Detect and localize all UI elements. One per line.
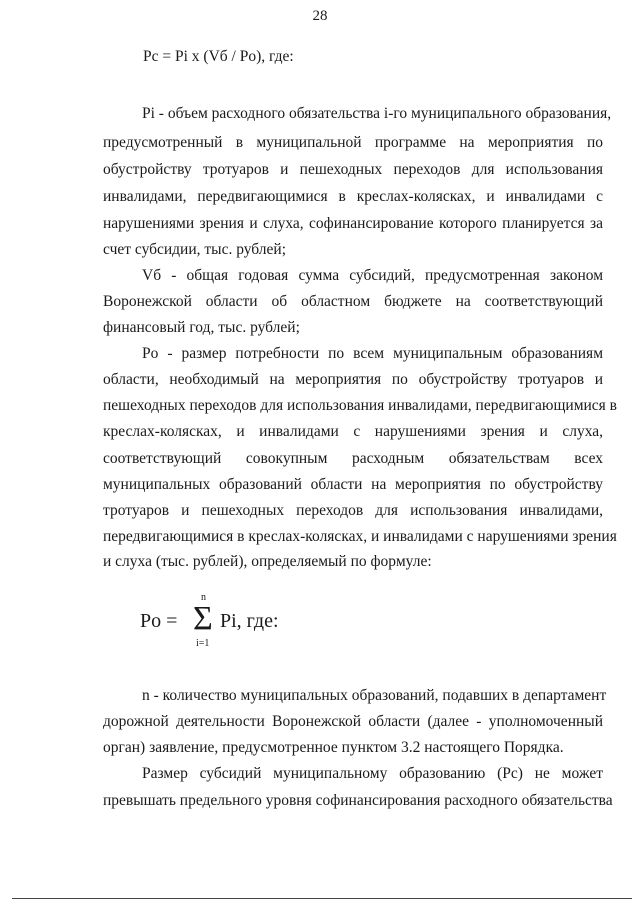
formula-lhs: Pо = xyxy=(140,610,178,632)
sum-upper-limit: n xyxy=(201,592,206,603)
summation-formula xyxy=(140,592,340,658)
footer-rule xyxy=(12,898,632,899)
formula-rhs: Pi, где: xyxy=(220,610,279,632)
sum-lower-limit: i=1 xyxy=(196,638,210,649)
paragraph-line: и слуха (тыс. рублей), определяемый по формуле: xyxy=(103,553,432,570)
paragraph-line: пешеходных переходов для использования инвалидами, передвигающимися в xyxy=(103,397,617,414)
paragraph-line: соответствующий совокупным расходным обязательствам всех xyxy=(103,450,603,467)
paragraph-line: Vб - общая годовая сумма субсидий, предусмотренная законом xyxy=(142,267,603,284)
paragraph-line: инвалидами, передвигающимися в креслах-колясках, и инвалидами с xyxy=(103,188,603,205)
page-number: 28 xyxy=(312,8,328,24)
paragraph-line: финансовый год, тыс. рублей; xyxy=(103,319,300,336)
paragraph-line: области, необходимый на мероприятия по обустройству тротуаров и xyxy=(103,371,603,388)
paragraph-line: креслах-колясках, и инвалидами с нарушениями зрения и слуха, xyxy=(103,423,603,440)
paragraph-line: счет субсидии, тыс. рублей; xyxy=(103,241,287,258)
paragraph-line: нарушениями зрения и слуха, софинансирование которого планируется за xyxy=(103,215,603,232)
paragraph-line: превышать предельного уровня софинансирования расходного обязательства xyxy=(103,792,613,809)
sigma-icon: Σ xyxy=(193,600,213,637)
paragraph-line: Воронежской области об областном бюджете на соответствующий xyxy=(103,293,603,310)
paragraph-line: передвигающимися в креслах-колясках, и инвалидами с нарушениями зрения xyxy=(103,528,617,545)
paragraph-line: муниципальных образований области на мероприятия по обустройству xyxy=(103,476,603,493)
paragraph-line: n - количество муниципальных образований, подавших в департамент xyxy=(142,687,607,704)
paragraph-line: Размер субсидий муниципальному образованию (Pс) не может xyxy=(142,765,603,782)
paragraph-line: Pо - размер потребности по всем муниципальным образованиям xyxy=(142,345,603,362)
paragraph-line: предусмотренный в муниципальной программе на мероприятия по xyxy=(103,134,603,151)
paragraph-line: дорожной деятельности Воронежской области (далее - уполномоченный xyxy=(103,713,603,730)
formula-pc: Pc = Pi х (Vб / Pо), где: xyxy=(143,48,294,65)
paragraph-line: Pi - объем расходного обязательства i-го муниципального образования, xyxy=(142,105,612,122)
paragraph-line: тротуаров и пешеходных переходов для использования инвалидами, xyxy=(103,502,603,519)
paragraph-line: обустройству тротуаров и пешеходных переходов для использования xyxy=(103,161,603,178)
paragraph-line: орган) заявление, предусмотренное пунктом 3.2 настоящего Порядка. xyxy=(103,739,564,756)
